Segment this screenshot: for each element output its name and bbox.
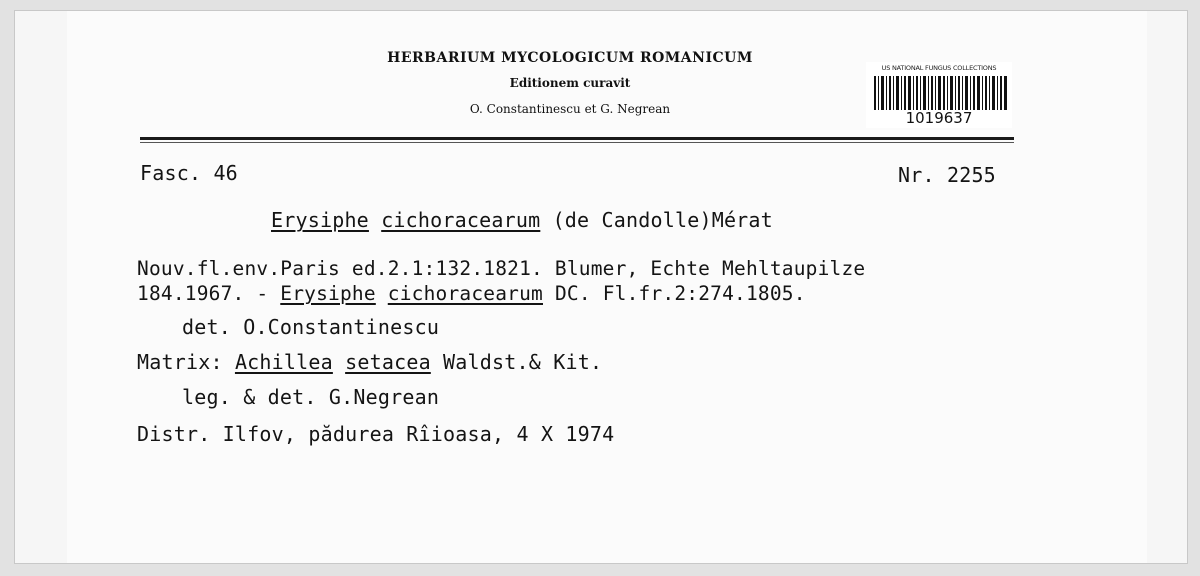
collector: leg. & det. G.Negrean [182,385,440,409]
barcode [866,62,1012,128]
matrix-line [137,350,602,374]
citation-line-1: Nouv.fl.env.Paris ed.2.1:132.1821. Blumer, Echte Mehltaupilze [137,257,866,280]
citation-epithet: cichoracearum [387,282,543,305]
editor-caption: Editionem curavit [509,76,631,90]
citation-line-2 [137,282,806,305]
header-rule [140,137,1014,140]
citation-genus: Erysiphe [280,282,376,305]
header-rule-thin [140,142,1014,143]
species-genus: Erysiphe [271,208,369,232]
herbarium-title: HERBARIUM MYCOLOGICUM ROMANICUM [387,50,753,66]
species-authors: (de Candolle)Mérat [540,208,773,232]
citation-line-2-suffix: DC. Fl.fr.2:274.1805. [543,282,806,305]
matrix-authors: Waldst.& Kit. [430,350,603,374]
determiner: det. O.Constantinescu [182,315,440,339]
editors-line: O. Constantinescu et G. Negrean [469,102,671,116]
matrix-label: Matrix: [137,350,235,374]
matrix-epithet: setacea [345,350,431,374]
catalog-number: 1019637 [905,109,973,127]
barcode-caption: US NATIONAL FUNGUS COLLECTIONS [881,64,997,72]
citation-line-2-prefix: 184.1967. - [137,282,281,305]
barcode-bars [874,76,1008,110]
exsiccata-number: Nr. 2255 [898,163,996,187]
fascicle: Fasc. 46 [140,161,238,185]
species-epithet: cichoracearum [381,208,541,232]
distribution: Distr. Ilfov, pădurea Rîioasa, 4 X 1974 [137,422,615,446]
species-name [271,208,773,232]
matrix-genus: Achillea [234,350,333,374]
